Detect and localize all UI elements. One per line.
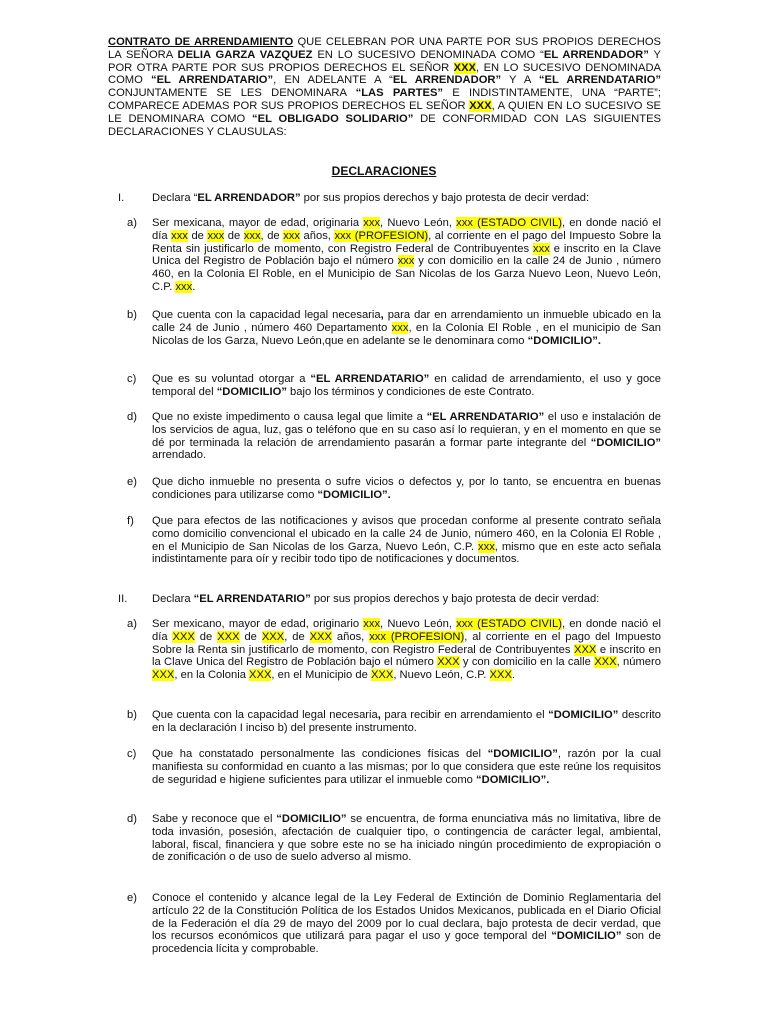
text: el uso e instalación de los servicios de agua, luz, gas o teléfono que en su caso así lo requieran, y en el momento en que se dé por terminada la relación de arrendamiento pasarán a formar parte integrante del	[152, 411, 661, 449]
item-text	[152, 892, 661, 956]
text: Que para efectos de las notificaciones y avisos que procedan conforme al presente contrato señala como domicilio convencional el ubicado en la calle 24 de Junio, número 460, en la Colonia El Roble , en el Municipio de San Nicolas de los Garza, Nuevo León, C.P.	[152, 515, 661, 553]
text: .	[511, 669, 516, 682]
domicilio-term: “DOMICILIO”.	[317, 488, 391, 501]
intro-text: , A QUIEN EN LO SUCESIVO SE LE DENOMINARA COMO	[108, 99, 661, 125]
text: ,	[380, 309, 384, 321]
text: , Nuevo León,	[380, 618, 457, 630]
intro-text: , EN ADELANTE A “	[273, 74, 393, 87]
placeholder-highlight: xxx	[171, 229, 188, 242]
placeholder-highlight: XXX	[594, 656, 617, 669]
text: por sus propios derechos y bajo protesta de decir verdad:	[300, 192, 590, 204]
domicilio-term: “DOMICILIO”.	[476, 773, 550, 786]
text: años,	[331, 630, 370, 643]
text: años,	[299, 229, 335, 242]
text: , en la Colonia	[174, 669, 250, 682]
text: , razón por la cual manifiesta su conformidad en cuanto a las mismas; por lo que considera que este reúne los requisitos de seguridad e higiene suficientes para utilizar el inmueble como	[152, 748, 661, 786]
declarations-heading: DECLARACIONES	[331, 164, 437, 178]
item-letter: c)	[127, 373, 137, 385]
intro-text: , EN LO SUCESIVO DENOMINADA COMO	[108, 61, 662, 87]
text: , en la Colonia El Roble , en el municipio de San Nicolas de los Garza, Nuevo León,que en adelante se le denominara como	[152, 321, 661, 347]
placeholder-highlight: XXX	[469, 99, 492, 112]
text: Que no existe impedimento o causa legal que limite a	[152, 411, 427, 423]
domicilio-term: “DOMICILIO”	[216, 385, 287, 398]
intro-text: DE CONFORMIDAD CON LAS SIGUIENTES DECLARACIONES Y CLAUSULAS:	[108, 112, 662, 138]
domicilio-term: “DOMICILIO”	[551, 930, 622, 943]
item-letter: d)	[127, 813, 137, 825]
item-text	[152, 748, 661, 786]
text: Declara “	[152, 192, 198, 204]
domicilio-term: “DOMICILIO”	[548, 709, 619, 721]
placeholder-highlight: xxx	[363, 618, 381, 630]
text: , en donde nació el día	[152, 618, 661, 643]
text: , Nuevo León,	[380, 217, 457, 229]
text: bajo los términos y condiciones de este Contrato.	[286, 385, 535, 398]
placeholder-highlight: XXX	[453, 61, 477, 74]
placeholder-highlight: XXX	[309, 630, 332, 643]
placeholder-highlight: xxx	[175, 280, 193, 293]
placeholder-highlight: xxx	[207, 229, 225, 242]
placeholder-highlight: XXX	[152, 669, 175, 682]
intro-text: QUE CELEBRAN POR UNA PARTE POR SUS PROPIOS DERECHOS LA SEÑORA	[108, 36, 662, 61]
text: , mismo que en este acto señala indistintamente para oír y recibir todo tipo de notificaciones y documentos.	[152, 540, 661, 566]
item-letter: f)	[127, 515, 134, 527]
text: de	[194, 630, 218, 643]
text: Conoce el contenido y alcance legal de la Ley Federal de Extinción de Dominio Reglamentaria del artículo 22 de la Constitución Política de los Estados Unidos Mexicanos, publicada en el Diario Oficial de la Federación el día 29 de mayo del 2009 por lo cual declara, bajo protesta de decir verdad, que los recursos económicos que utilizará para pagar el uso y goce temporal del	[152, 892, 661, 943]
lessee-term: “EL ARRENDATARIO”	[150, 74, 274, 87]
text: Que cuenta con la capacidad legal necesaria	[152, 309, 381, 321]
placeholder-highlight: xxx	[391, 321, 409, 334]
item-letter: d)	[127, 411, 137, 423]
section-number: I.	[118, 192, 125, 204]
domicilio-term: “DOMICILIO”	[487, 748, 558, 760]
text: , de	[284, 630, 310, 643]
domicilio-term: “DOMICILIO”	[276, 813, 347, 825]
text: ,	[377, 709, 381, 721]
placeholder-highlight: XXX	[172, 630, 195, 643]
item-text	[152, 411, 661, 462]
lessee-term: “EL ARRENDATARIO”	[310, 373, 430, 385]
lessor-term: EL ARRENDADOR”	[197, 192, 301, 204]
item-text	[152, 309, 661, 347]
text: y con domicilio en la calle 24 de Junio , número 460, en la Colonia El Roble, en el Municipio de San Nicolas de los Garza Nuevo Leon, Nuevo León, C.P.	[152, 255, 661, 293]
section-text	[152, 192, 662, 205]
text: Ser mexicana, mayor de edad, originaria	[152, 217, 364, 229]
text: Que dicho inmueble no presenta o sufre vicios o defectos y, por lo tanto, se encuentra en buenas condiciones para utilizarse como	[152, 476, 661, 501]
text: .	[192, 280, 196, 293]
intro-text: EN LO SUCESIVO DENOMINADA COMO “	[312, 48, 544, 61]
text: e inscrito en la Clave Unica del Registro de Población bajo el número	[152, 643, 661, 669]
placeholder-highlight: xxx (PROFESION)	[334, 229, 429, 242]
item-letter: a)	[127, 618, 137, 630]
placeholder-highlight: XXX	[249, 669, 272, 682]
text: en calidad de arrendamiento, el uso y goce temporal del	[152, 373, 661, 398]
intro-text: CONJUNTAMENTE SE LES DENOMINARA	[108, 87, 356, 100]
item-letter: c)	[127, 748, 137, 760]
text: e inscrito en la Clave Unica del Registro de Población bajo el número	[152, 242, 661, 268]
lessor-name: DELIA GARZA VAZQUEZ	[177, 48, 313, 61]
placeholder-highlight: xxx	[478, 540, 495, 553]
placeholder-highlight: xxx (ESTADO CIVIL)	[456, 618, 562, 630]
text: , número	[616, 656, 661, 669]
item-text	[152, 515, 661, 566]
text: arrendado.	[152, 449, 207, 462]
item-text	[152, 373, 661, 399]
text: y con domicilio en la calle	[459, 656, 595, 669]
text: descrito en la declaración I inciso b) del presente instrumento.	[152, 709, 662, 734]
text: son de procedencia lícita y comprobable.	[152, 930, 662, 956]
intro-text: Y A	[501, 74, 539, 87]
contract-intro	[108, 36, 661, 138]
text: , al corriente en el pago del Impuesto Sobre la Renta sin justificarlo de momento, con Registro Federal de Contribuyentes	[152, 229, 661, 255]
lessee-term: “EL ARRENDATARIO”	[538, 74, 662, 87]
text: , en el Municipio de	[271, 669, 371, 682]
text: Que es su voluntad otorgar a	[152, 373, 311, 385]
text: de	[239, 630, 262, 643]
contract-title: CONTRATO DE ARRENDAMIENTO	[108, 36, 294, 48]
item-text	[152, 217, 661, 294]
section-text	[152, 593, 662, 606]
text: Ser mexicano, mayor de edad, originario	[152, 618, 364, 630]
placeholder-highlight: XXX	[489, 669, 512, 682]
placeholder-highlight: XXX	[573, 643, 597, 656]
item-letter: e)	[127, 892, 137, 904]
item-text	[152, 813, 661, 864]
item-letter: b)	[127, 709, 137, 721]
placeholder-highlight: xxx	[363, 217, 381, 229]
parties-term: “LAS PARTES”	[355, 87, 444, 100]
placeholder-highlight: XXX	[217, 630, 240, 643]
item-text	[152, 476, 661, 502]
placeholder-highlight: XXX	[437, 656, 460, 669]
text: , Nuevo León, C.P.	[393, 669, 490, 682]
text: Declara	[152, 593, 194, 605]
placeholder-highlight: xxx	[283, 229, 300, 242]
item-letter: b)	[127, 309, 137, 321]
text: , de	[260, 229, 284, 242]
placeholder-highlight: xxx	[397, 255, 415, 268]
lessor-term: EL ARRENDADOR”	[392, 74, 502, 87]
text: de	[224, 229, 244, 242]
placeholder-highlight: XXX	[370, 669, 394, 682]
intro-text: Y POR OTRA PARTE POR SUS PROPIOS DERECHOS EL SEÑOR	[108, 48, 661, 74]
intro-text: E INDISTINTAMENTE, UNA “PARTE”; COMPARECE ADEMAS POR SUS PROPIOS DERECHOS EL SEÑOR	[108, 87, 661, 112]
item-text	[152, 709, 661, 735]
placeholder-highlight: XXX	[261, 630, 285, 643]
text: Que cuenta con la capacidad legal necesaria	[152, 709, 378, 721]
text: por sus propios derechos y bajo protesta de decir verdad:	[310, 593, 600, 605]
text: para recibir en arrendamiento el	[380, 709, 549, 721]
lessee-term: “EL ARRENDATARIO”	[193, 593, 311, 605]
placeholder-highlight: xxx (PROFESION)	[369, 630, 465, 643]
text: , en donde nació el día	[152, 217, 661, 242]
text: se encuentra, de forma enunciativa más no limitativa, libre de toda invasión, posesión, afectación de cualquier tipo, o contingencia de carácter legal, ambiental, laboral, fiscal, financiera y que sobre este no se ha iniciado ningún procedimiento de expropiación o de zonificación o de uso de suelo adverso al mismo.	[152, 813, 661, 864]
text: Que ha constatado personalmente las condiciones físicas del	[152, 748, 488, 760]
text: , al corriente en el pago del Impuesto Sobre la Renta sin justificarlo de momento, con Registro Federal de Contribuyentes	[152, 630, 661, 656]
domicilio-term: “DOMICILIO”	[590, 436, 661, 449]
lessor-term: EL ARRENDADOR”	[543, 48, 649, 61]
placeholder-highlight: xxx	[533, 242, 550, 255]
text: para dar en arrendamiento un inmueble ubicado en la calle 24 de Junio , número 460 Departamento	[152, 309, 661, 334]
domicilio-term: “DOMICILIO”.	[527, 334, 601, 347]
guarantor-term: “EL OBLIGADO SOLIDARIO”	[252, 112, 414, 125]
placeholder-highlight: xxx (ESTADO CIVIL)	[456, 217, 562, 229]
item-letter: a)	[127, 217, 137, 229]
placeholder-highlight: xxx	[243, 229, 261, 242]
item-letter: e)	[127, 476, 137, 488]
section-number: II.	[118, 593, 128, 605]
text: de	[187, 229, 208, 242]
item-text	[152, 618, 661, 682]
text: Sabe y reconoce que el	[152, 813, 277, 825]
lessee-term: “EL ARRENDATARIO”	[426, 411, 545, 423]
